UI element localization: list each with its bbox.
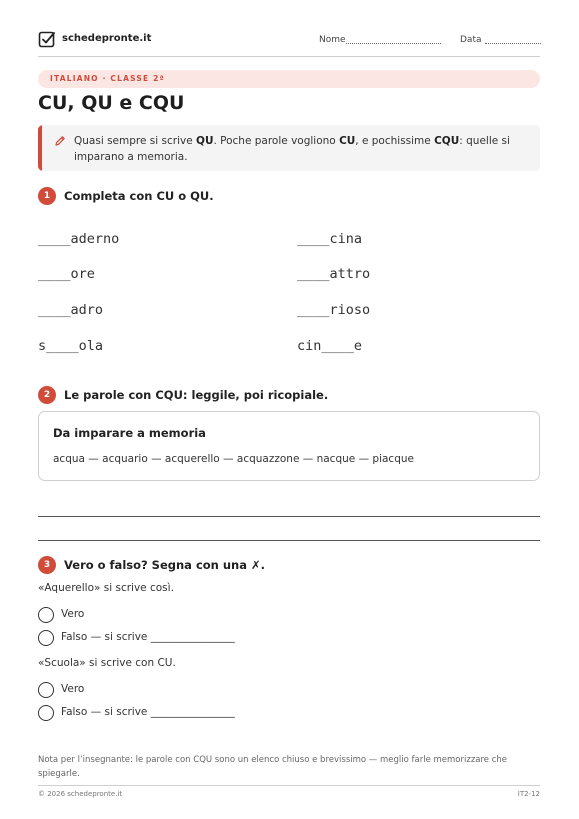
brand-name: schedepronte.it [62,33,152,44]
tip-text: Quasi sempre si scrive QU. Poche parole vogliono CU, e pochissime CQU: quelle si imparano a memoria. [74,135,510,163]
page-header [38,30,540,50]
name-field-line[interactable] [346,43,441,44]
header-divider [38,56,540,57]
question-text: «Scuola» si scrive con CU. [38,657,176,669]
date-field-line[interactable] [485,43,541,44]
radio-circle-icon[interactable] [38,630,54,646]
subject-pill [38,70,540,88]
fill-word[interactable]: cin____e [297,338,363,354]
fill-word[interactable]: ____ore [38,266,95,282]
fill-word[interactable]: ____adro [38,302,104,318]
teacher-note: Nota per l’insegnante: le parole con CQU sono un elenco chiuso e brevissimo — meglio farle memorizzare che spiegarle. [38,755,508,779]
exercise-title: Completa con CU o QU. [64,189,214,203]
radio-circle-icon[interactable] [38,705,54,721]
copyright: © 2026 schedepronte.it [38,790,123,798]
worksheet-page: schedepronte.it Nome Data ITALIANO · CLASSE 2ª CU, QU e CQU Quasi sempre si scrive QU. Poche parole vogliono CU, e pochissime CQU: quelle si imparano a memoria. 1 Completa con CU o QU. ____aderno ____cina ____ore ____attro ____adro ____rioso s____ola cin____e 2 Le parole con CQU: leggile, poi ricopiale. Da imparare a memoria acqua — acquario — acquerello — acquazzone — nacque — piacque 3 Vero o falso? Segna con una ✗. «Aquerello» si scrive così. Vero Falso — si scrive ________________ «Scuola» si scrive con CU. Vero Falso — si scrive ________________ Nota per l’insegnante: le parole con CQU sono un elenco chiuso e brevissimo — meglio farle memorizzare che spiegarle. © 2026 schedepronte.it IT2-12 [38,0,540,819]
exercise-title: Vero o falso? Segna con una ✗. [64,558,265,572]
radio-circle-icon[interactable] [38,607,54,623]
question-text: «Aquerello» si scrive così. [38,582,174,594]
fill-word[interactable]: ____rioso [297,302,371,318]
date-label: Data [460,35,482,45]
name-label: Nome [319,35,346,45]
fill-word[interactable]: ____aderno [38,231,120,247]
worksheet-code: IT2-12 [517,790,540,798]
card-title: Da imparare a memoria [53,426,206,440]
writing-line[interactable] [38,540,540,541]
writing-line[interactable] [38,516,540,517]
checkbox-logo-icon [38,30,56,48]
subject-label: ITALIANO · CLASSE 2ª [50,74,165,83]
memory-card [38,411,540,481]
radio-circle-icon[interactable] [38,682,54,698]
fill-word[interactable]: s____ola [38,338,104,354]
exercise-number-badge: 3 [38,556,56,574]
tip-accent-bar [38,125,42,171]
fill-word[interactable]: ____attro [297,266,371,282]
footer-divider [38,785,540,786]
exercise-title: Le parole con CQU: leggile, poi ricopiale. [64,388,329,402]
fill-word[interactable]: ____cina [297,231,363,247]
cqu-word-list: acqua — acquario — acquerello — acquazzone — nacque — piacque [53,453,414,465]
exercise-number-badge: 1 [38,187,56,205]
tip-box [38,125,540,171]
exercise-number-badge: 2 [38,386,56,404]
pencil-icon [54,135,66,147]
page-title: CU, QU e CQU [38,92,185,114]
